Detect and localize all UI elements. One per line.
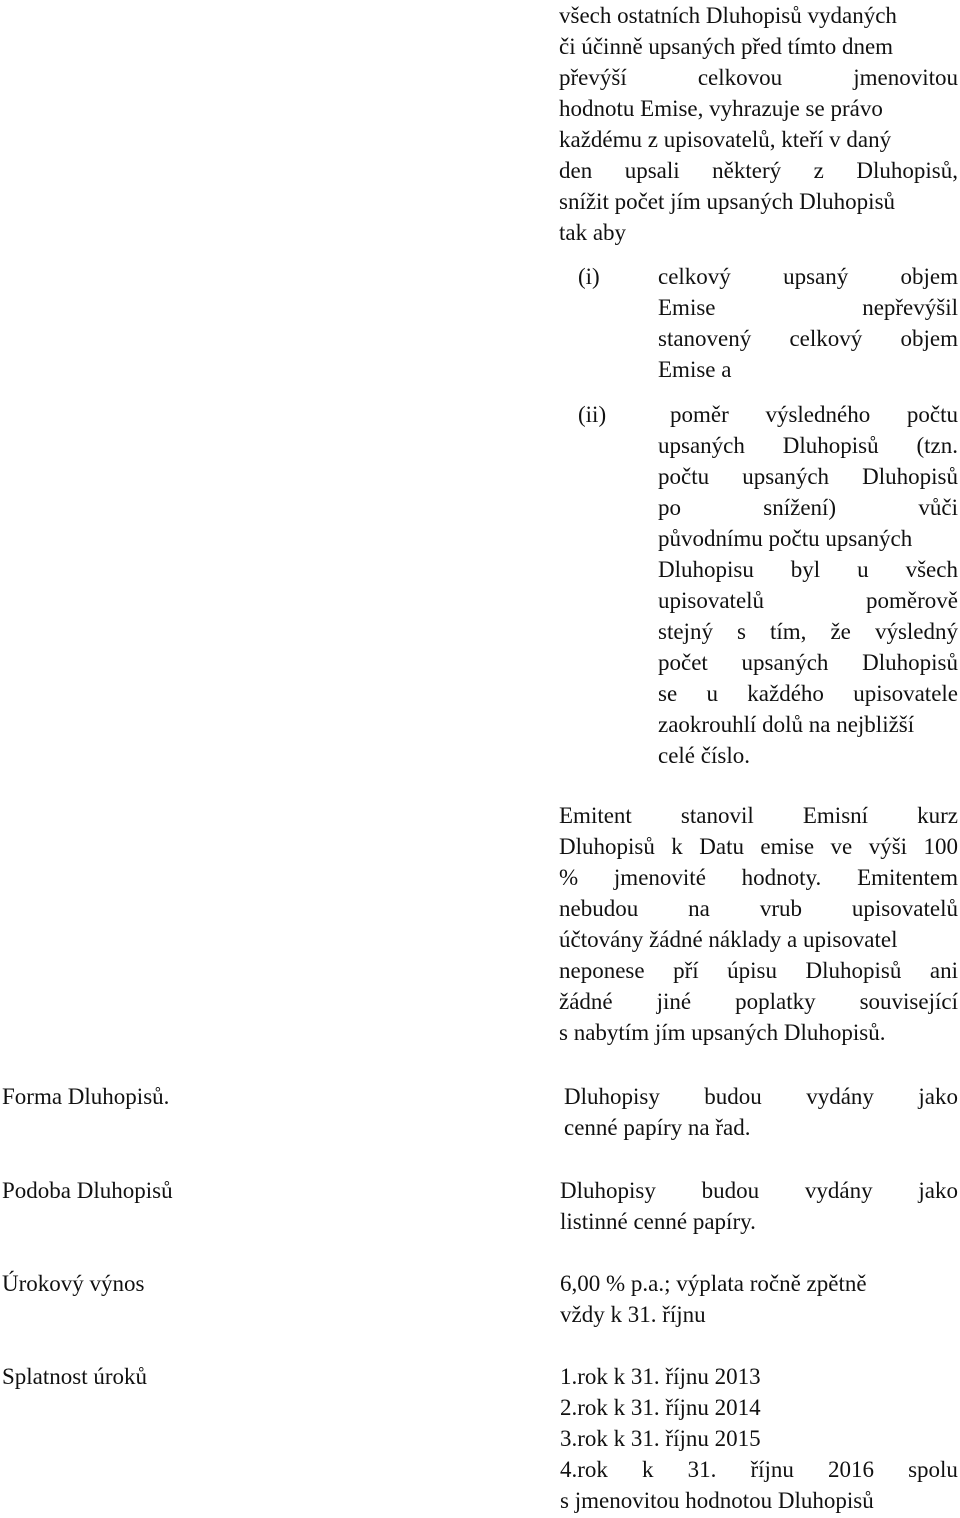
word: upsaných (741, 650, 829, 675)
word: převýší (559, 65, 627, 90)
word: Dluhopisu (658, 557, 754, 582)
word: Emise (658, 295, 716, 320)
term-value-line (560, 1175, 958, 1206)
word: počet (658, 650, 708, 675)
word: den (559, 158, 593, 183)
text-line (658, 261, 958, 292)
text-line (658, 430, 958, 461)
word: Emitentem (857, 865, 958, 890)
word: jmenovitou (853, 65, 958, 90)
word: počtu (906, 402, 958, 427)
word: 31. (687, 1457, 717, 1482)
word: stanovil (680, 803, 754, 828)
word: Dluhopisy (564, 1084, 660, 1109)
word: (tzn. (916, 433, 958, 458)
term-value-line: 1.rok k 31. říjnu 2013 (560, 1364, 761, 1389)
word: k (671, 834, 683, 859)
term-value-line: s jmenovitou hodnotou Dluhopisů (560, 1488, 874, 1513)
text-line (658, 616, 958, 647)
text-line: či účinně upsaných před tímto dnem (559, 34, 894, 59)
word: vydány (806, 1084, 874, 1109)
word: kurz (917, 803, 958, 828)
text-line (559, 800, 958, 831)
text-line (559, 893, 958, 924)
word: Dluhopisů (862, 650, 958, 675)
word: se (658, 681, 678, 706)
list-marker: (i) (578, 264, 600, 289)
text-line: celé číslo. (658, 743, 750, 768)
word: byl (790, 557, 821, 582)
word: Dluhopisů (862, 464, 958, 489)
term-value-line (560, 1454, 958, 1485)
text-line (559, 831, 958, 862)
term-value-line: 2.rok k 31. říjnu 2014 (560, 1395, 761, 1420)
term-value-line: 3.rok k 31. říjnu 2015 (560, 1426, 761, 1451)
word: Emitent (559, 803, 632, 828)
word: upsaných (742, 464, 830, 489)
text-line (658, 678, 958, 709)
word: vůči (918, 495, 958, 520)
word: Dluhopisů (782, 433, 879, 458)
word: neponese (559, 958, 645, 983)
word: úpisu (727, 958, 778, 983)
word: z (813, 158, 824, 183)
word: stejný (658, 619, 713, 644)
word: upisovatele (853, 681, 958, 706)
text-line: účtovány žádné náklady a upisovatel (559, 927, 898, 952)
word: na (688, 896, 710, 921)
text-line (559, 62, 958, 93)
text-line (658, 585, 958, 616)
word: související (859, 989, 958, 1014)
text-line (658, 647, 958, 678)
list-marker: (ii) (578, 402, 607, 427)
word: jmenovité (613, 865, 706, 890)
word: jako (918, 1178, 958, 1203)
term-value-line: listinné cenné papíry. (560, 1209, 756, 1234)
word: jiné (656, 989, 692, 1014)
text-line (658, 461, 958, 492)
word: upisovatelů (851, 896, 958, 921)
word: u (857, 557, 869, 582)
word: poměrově (866, 588, 958, 613)
word: počtu (658, 464, 710, 489)
word: Dluhopisů, (856, 158, 958, 183)
word: vydány (804, 1178, 873, 1203)
word: každého (747, 681, 824, 706)
word: výsledného (765, 402, 871, 427)
text-line (559, 155, 958, 186)
word: všech (905, 557, 958, 582)
term-label: Forma Dluhopisů. (2, 1084, 170, 1109)
word: upsaných (658, 433, 745, 458)
word: ve (830, 834, 853, 859)
word: upsaný (783, 264, 849, 289)
word: Datu (699, 834, 744, 859)
word: stanovený (658, 326, 752, 351)
word: Dluhopisů (559, 834, 655, 859)
word: % (559, 865, 579, 890)
word: spolu (908, 1457, 958, 1482)
text-line: snížit počet jím upsaných Dluhopisů (559, 189, 896, 214)
word: budou (704, 1084, 762, 1109)
word: pří (673, 958, 699, 983)
term-value-line: vždy k 31. říjnu (560, 1302, 706, 1327)
word: emise (760, 834, 815, 859)
word: Dluhopisů (805, 958, 902, 983)
text-line: hodnotu Emise, vyhrazuje se právo (559, 96, 883, 121)
term-value-line: cenné papíry na řad. (564, 1115, 751, 1140)
word: výši (868, 834, 908, 859)
word: že (830, 619, 851, 644)
term-label: Podoba Dluhopisů (2, 1178, 173, 1203)
word: vrub (759, 896, 802, 921)
word: některý (712, 158, 782, 183)
word: celkový (789, 326, 863, 351)
word: po (658, 495, 681, 520)
text-line: všech ostatních Dluhopisů vydaných (559, 3, 897, 28)
word: ani (929, 958, 958, 983)
word: Dluhopisy (560, 1178, 656, 1203)
word: nebudou (559, 896, 639, 921)
word: upsali (624, 158, 680, 183)
text-line (559, 986, 958, 1017)
text-line: každému z upisovatelů, kteří v daný (559, 127, 892, 152)
text-line: původnímu počtu upsaných (658, 526, 913, 551)
text-line: tak aby (559, 220, 627, 245)
term-value-line: 6,00 % p.a.; výplata ročně zpětně (560, 1271, 867, 1296)
word: u (706, 681, 718, 706)
word: upisovatelů (658, 588, 765, 613)
term-label: Splatnost úroků (2, 1364, 148, 1389)
term-label: Úrokový výnos (2, 1271, 145, 1296)
word: hodnoty. (741, 865, 822, 890)
word: žádné (559, 989, 613, 1014)
word: budou (701, 1178, 760, 1203)
word: 100 (923, 834, 958, 859)
term-value-line (564, 1081, 958, 1112)
word: nepřevýšil (862, 295, 958, 320)
word: snížení) (763, 495, 837, 520)
word: s (737, 619, 746, 644)
word: tím, (770, 619, 807, 644)
text-line (658, 292, 958, 323)
word: 2016 (828, 1457, 874, 1482)
word: objem (900, 326, 958, 351)
text-line (658, 554, 958, 585)
word: říjnu (750, 1457, 794, 1482)
word: celkový (658, 264, 731, 289)
word: celkovou (697, 65, 783, 90)
text-line (559, 955, 958, 986)
text-line (658, 323, 958, 354)
text-line (670, 399, 958, 430)
word: výsledný (874, 619, 958, 644)
text-line: s nabytím jím upsaných Dluhopisů. (559, 1020, 886, 1045)
word: poplatky (735, 989, 816, 1014)
text-line: Emise a (658, 357, 732, 382)
text-line: zaokrouhlí dolů na nejbližší (658, 712, 915, 737)
word: k (642, 1457, 654, 1482)
text-line (559, 862, 958, 893)
word: jako (918, 1084, 958, 1109)
text-line (658, 492, 958, 523)
word: objem (900, 264, 958, 289)
word: 4.rok (560, 1457, 608, 1482)
word: poměr (670, 402, 729, 427)
word: Emisní (802, 803, 869, 828)
